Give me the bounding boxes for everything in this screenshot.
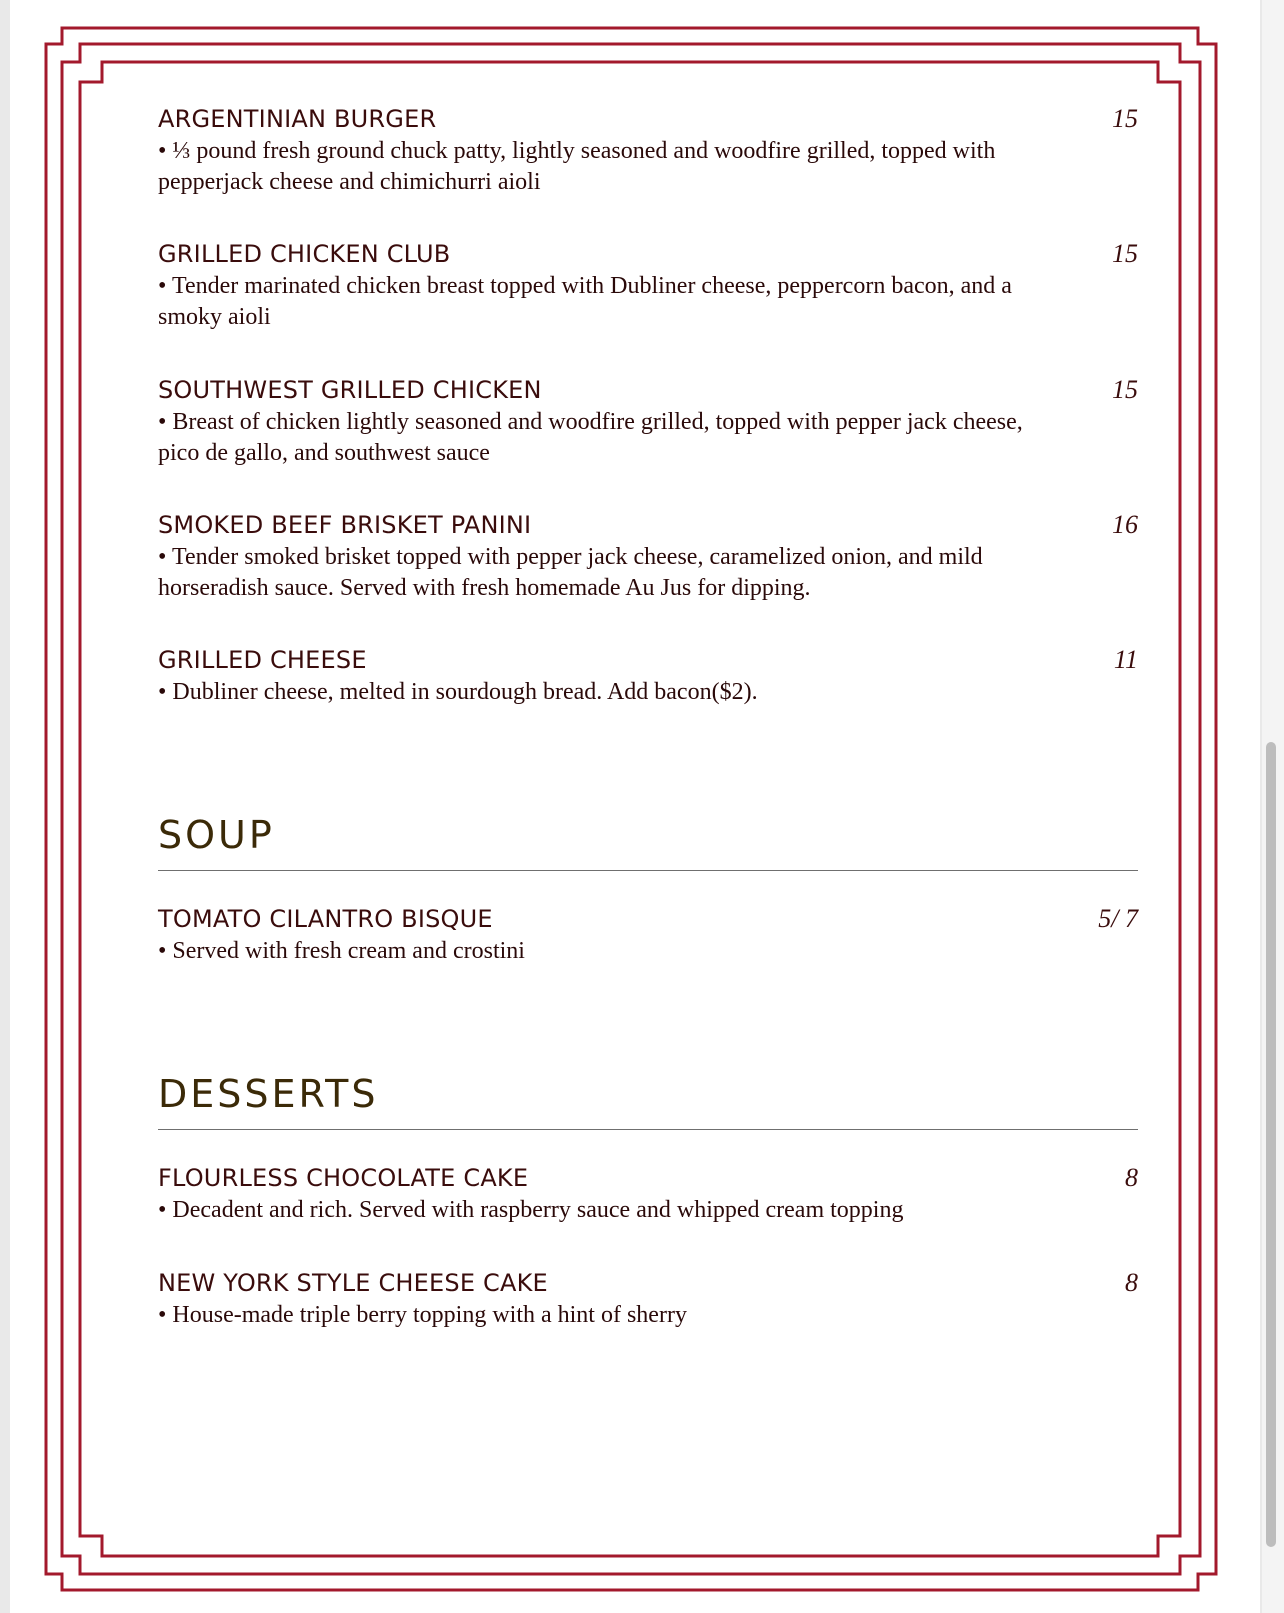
item-description: • Decadent and rich. Served with raspberry sauce and whipped cream topping	[158, 1197, 904, 1223]
item-description: • Breast of chicken lightly seasoned and woodfire grilled, topped with pepper jack cheese, pico de gallo, and southwest sauce	[158, 409, 1023, 466]
item-price: 5/ 7	[1098, 904, 1138, 933]
section-soup	[158, 812, 1138, 871]
item-name: FLOURLESS CHOCOLATE CAKE	[158, 1164, 529, 1192]
item-price: 8	[1125, 1163, 1138, 1192]
section-title: SOUP	[158, 813, 275, 857]
section-title: DESSERTS	[158, 1072, 379, 1116]
item-description: • House-made triple berry topping with a hint of sherry	[158, 1302, 687, 1328]
menu-item	[158, 1163, 1138, 1226]
menu-item	[158, 375, 1138, 469]
menu-item	[158, 510, 1138, 604]
menu-item	[158, 104, 1138, 198]
section-desserts	[158, 1071, 1138, 1130]
item-price: 11	[1113, 645, 1138, 674]
item-description: • Tender smoked brisket topped with pepper jack cheese, caramelized onion, and mild horseradish sauce. Served with fresh homemade Au Jus for dipping.	[158, 544, 983, 601]
item-name: GRILLED CHEESE	[158, 646, 367, 674]
item-name: NEW YORK STYLE CHEESE CAKE	[158, 1269, 548, 1297]
item-description: • Dubliner cheese, melted in sourdough bread. Add bacon($2).	[158, 679, 758, 705]
item-name: SMOKED BEEF BRISKET PANINI	[158, 511, 532, 539]
item-name: GRILLED CHICKEN CLUB	[158, 240, 451, 268]
menu-item	[158, 645, 1138, 708]
scrollbar-thumb[interactable]	[1266, 742, 1276, 1547]
item-price: 8	[1125, 1268, 1138, 1297]
item-description: • Served with fresh cream and crostini	[158, 938, 525, 964]
menu-item	[158, 1268, 1138, 1331]
menu-page	[10, 0, 1260, 1613]
item-price: 16	[1112, 510, 1138, 539]
item-description: • ⅓ pound fresh ground chuck patty, lightly seasoned and woodfire grilled, topped with pepperjack cheese and chimichurri aioli	[158, 138, 996, 195]
item-price: 15	[1112, 239, 1138, 268]
item-name: ARGENTINIAN BURGER	[158, 105, 437, 133]
item-price: 15	[1112, 375, 1138, 404]
item-price: 15	[1112, 104, 1138, 133]
item-name: TOMATO CILANTRO BISQUE	[158, 905, 493, 933]
item-name: SOUTHWEST GRILLED CHICKEN	[158, 376, 542, 404]
menu-item	[158, 239, 1138, 333]
menu-item	[158, 904, 1138, 967]
item-description: • Tender marinated chicken breast topped with Dubliner cheese, peppercorn bacon, and a smoky aioli	[158, 273, 1012, 330]
